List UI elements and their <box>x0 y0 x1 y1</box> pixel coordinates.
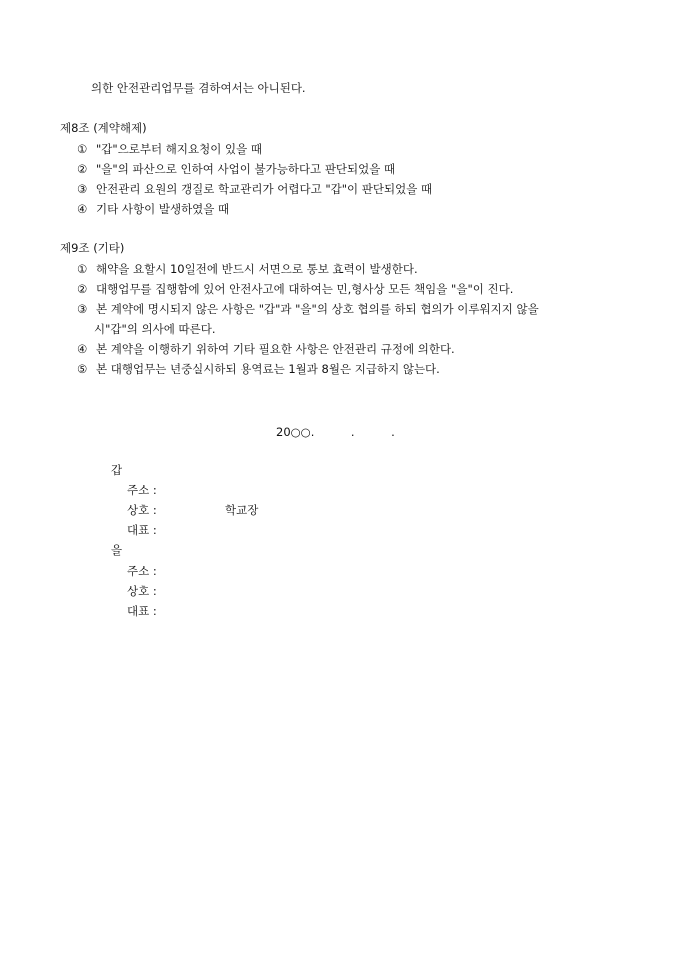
item-number: ① <box>77 262 88 276</box>
article9-item-5 <box>77 359 440 379</box>
article8-heading: 제8조 (계약해제) <box>60 121 147 135</box>
article9-item-2 <box>77 279 513 299</box>
item-text: "갑"으로부터 해지요청이 있을 때 <box>96 142 262 156</box>
article9-item-3-continuation: 시"갑"의 의사에 따른다. <box>94 322 216 336</box>
item-number: ④ <box>77 342 88 356</box>
address-label: 주소 : <box>127 483 157 497</box>
party-gap-representative <box>127 520 159 540</box>
article8-item-4 <box>77 199 229 219</box>
representative-label: 대표 : <box>127 523 157 537</box>
item-text: 해약을 요할시 10일전에 반드시 서면으로 통보 효력이 발생한다. <box>96 262 418 276</box>
item-number: ⑤ <box>77 362 88 376</box>
item-text: "을"의 파산으로 인하여 사업이 불가능하다고 판단되었을 때 <box>96 162 396 176</box>
item-number: ② <box>77 282 88 296</box>
party-eul-company <box>127 581 159 601</box>
article8-item-2 <box>77 159 395 179</box>
company-value: 학교장 <box>225 503 259 517</box>
article8-item-1 <box>77 139 262 159</box>
company-label: 상호 : <box>127 584 157 598</box>
date-line <box>276 422 395 442</box>
article9-item-1 <box>77 259 418 279</box>
article9-heading: 제9조 (기타) <box>60 241 125 255</box>
item-text: 대행업무를 집행함에 있어 안전사고에 대하여는 민,형사상 모든 책임을 "을"이 진다. <box>96 282 514 296</box>
company-label: 상호 : <box>127 503 157 517</box>
item-number: ② <box>77 162 88 176</box>
item-text: 본 대행업무는 년중실시하되 용역료는 1월과 8월은 지급하지 않는다. <box>96 362 440 376</box>
party-eul-name: 을 <box>111 543 123 557</box>
item-text: 안전관리 요원의 갱질로 학교관리가 어렵다고 "갑"이 판단되었을 때 <box>96 182 433 196</box>
article9-item-3 <box>77 299 539 319</box>
party-gap-address <box>127 480 159 500</box>
item-text: 본 계약에 명시되지 않은 사항은 "갑"과 "을"의 상호 협의를 하되 협의가 이루워지지 않을 <box>96 302 539 316</box>
article9-item-4 <box>77 339 455 359</box>
intro-line: 의한 안전관리업무를 겸하여서는 아니된다. <box>91 81 306 95</box>
item-number: ④ <box>77 202 88 216</box>
party-gap-company <box>127 500 259 520</box>
party-eul-address <box>127 561 159 581</box>
item-number: ③ <box>77 182 88 196</box>
article8-item-3 <box>77 179 432 199</box>
item-text: 기타 사항이 발생하였을 때 <box>96 202 230 216</box>
party-eul-representative <box>127 601 159 621</box>
address-label: 주소 : <box>127 564 157 578</box>
item-number: ③ <box>77 302 88 316</box>
party-gap-name: 갑 <box>111 463 123 477</box>
item-text: 본 계약을 이행하기 위하여 기타 필요한 사항은 안전관리 규정에 의한다. <box>96 342 455 356</box>
date-text: 20○○. . . <box>276 425 395 439</box>
item-number: ① <box>77 142 88 156</box>
representative-label: 대표 : <box>127 604 157 618</box>
